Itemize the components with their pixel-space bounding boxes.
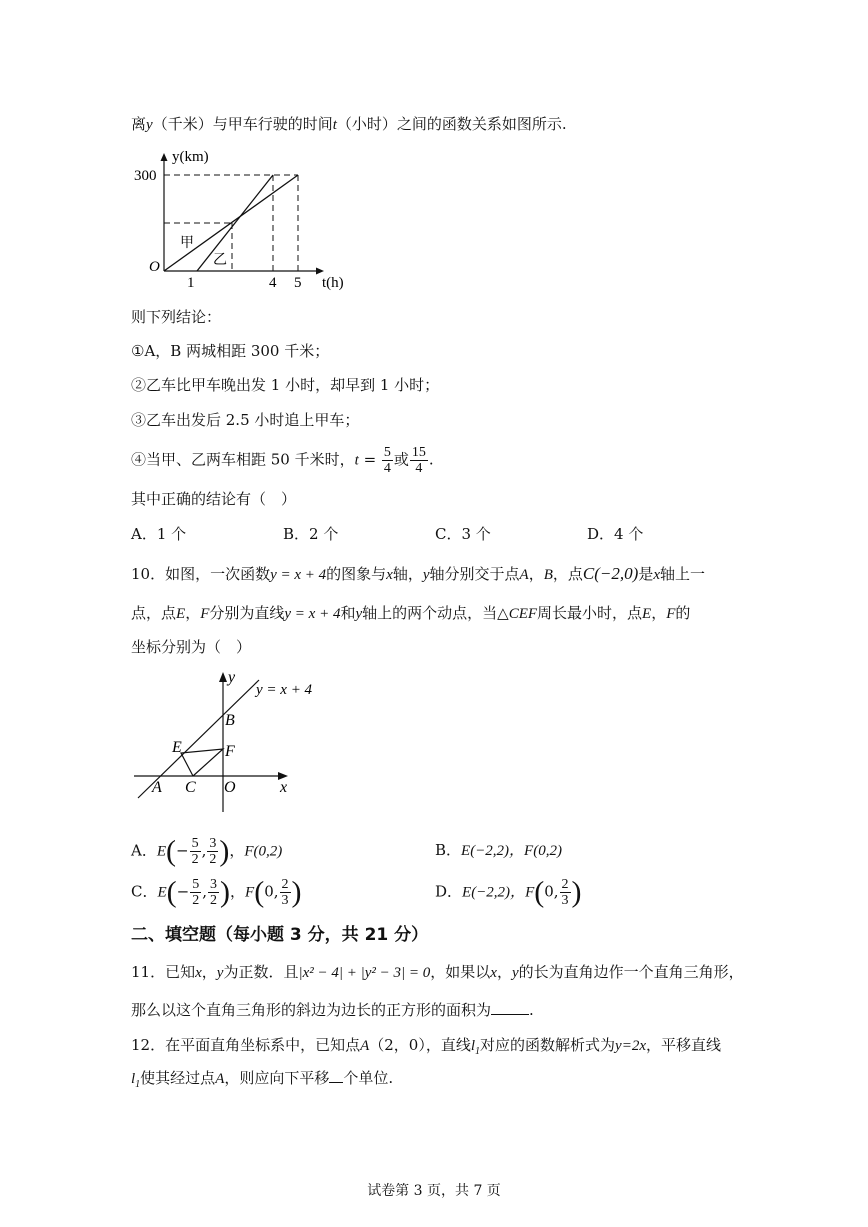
q9-option-a[interactable]: A．1 个 (131, 525, 187, 543)
q12-line-1: 12．在平面直角坐标系中，已知点A（2，0），直线$l_1$对应的函数解析式为y=2x，平移直线 (131, 1036, 721, 1057)
q11-line-1: 11．已知x，y为正数．且|x² − 4| + |y² − 3| = 0，如果以x，y的长为直角边作一个直角三角形， (131, 963, 744, 981)
distance-time-graph (134, 145, 360, 295)
t-axis-label: t(h) (322, 275, 344, 291)
var-t: t (354, 452, 359, 469)
q9-option-c[interactable]: C．3 个 (435, 525, 491, 543)
intro-text: （小时）之间的函数关系如图所示. (336, 115, 567, 133)
origin-label: O (149, 259, 160, 275)
q10-line-2: 点，点E，F分别为直线y = x + 4和y轴上的两个动点，当△CEF周长最小时，点E，F的 (131, 604, 691, 622)
c4-text: ④当甲、乙两车相距 50 千米时， (131, 450, 355, 469)
q10-line-1: 10．如图，一次函数y = x + 4的图象与x轴，y轴分别交于点A，B，点C(−2,0)是x轴上一 (131, 564, 706, 583)
origin-label: O (224, 779, 236, 796)
equation-label: y = x + 4 (256, 682, 313, 698)
answer-blank[interactable] (491, 1000, 529, 1015)
t-tick-4: 4 (269, 275, 277, 291)
point-e-label: E (172, 739, 182, 756)
t-tick-5: 5 (294, 275, 302, 291)
q9-conclusion-2: ②乙车比甲车晚出发 1 小时，却早到 1 小时； (131, 376, 440, 394)
q9-lead: 则下列结论： (131, 308, 222, 326)
y-tick-300: 300 (134, 168, 157, 184)
label-yi: 乙 (213, 253, 227, 268)
page-footer: 试卷第 3 页，共 7 页 (367, 1183, 501, 1199)
point-a-label: A (152, 779, 162, 796)
equals: = (358, 450, 381, 469)
intro-text: 离 (131, 115, 147, 133)
label-jia: 甲 (180, 236, 194, 251)
q9-option-d[interactable]: D．4 个 (587, 525, 644, 543)
fraction-5-4: $\frac{5}{4}$ (383, 445, 391, 476)
answer-blank[interactable] (329, 1068, 343, 1083)
var-y: y (146, 117, 153, 133)
intro-line (131, 114, 567, 135)
q10-option-c[interactable]: C．E(− $\frac{5}{2}$ , $\frac{3}{2}$ )，F(0, $\frac{2}{3}$ ) (131, 875, 302, 909)
point-c-label: C (185, 779, 196, 796)
y-axis-arrow (161, 153, 168, 161)
q10-option-a[interactable]: A．E(− $\frac{5}{2}$ , $\frac{3}{2}$ )，F(0,2) (131, 834, 283, 868)
y-axis-label: y(km) (172, 149, 209, 165)
intro-text: （千米）与甲车行驶的时间 (152, 115, 333, 133)
q9-question: 其中正确的结论有（ ） (131, 490, 297, 508)
x-label: x (280, 779, 288, 796)
t-tick-1: 1 (187, 275, 195, 291)
q12-line-2: $l_1$使其经过点A，则应向下平移 个单位. (131, 1069, 394, 1090)
or-text: 或 (393, 450, 409, 469)
q10-option-b[interactable]: B．E(−2,2)，F(0,2) (435, 841, 562, 859)
q11-line-2: 那么以这个直角三角形的斜边为边长的正方形的面积为 . (131, 1001, 534, 1019)
t-axis-arrow (316, 268, 324, 275)
section-2-title: 二、填空题（每小题 3 分，共 21 分） (131, 925, 429, 945)
q9-conclusion-3: ③乙车出发后 2.5 小时追上甲车； (131, 411, 360, 429)
q10-line-3: 坐标分别为（ ） (131, 638, 252, 656)
q10-option-d[interactable]: D．E(−2,2)，F(0, $\frac{2}{3}$ ) (435, 875, 582, 909)
q9-conclusion-1: ①A，B 两城相距 300 千米； (131, 342, 330, 360)
point-f-label: F (225, 743, 235, 760)
fraction-15-4: $\frac{15}{4}$ (411, 445, 426, 476)
y-axis-arrow (219, 672, 227, 682)
q9-option-b[interactable]: B．2 个 (283, 525, 339, 543)
q9-conclusion-4: ④当甲、乙两车相距 50 千米时，t = $\frac{5}{4}$ 或 $\frac{15}{4}$ . (131, 445, 434, 476)
linear-function-graph (128, 666, 328, 816)
var-t: t (332, 117, 337, 133)
triangle-cef (181, 749, 223, 776)
y-label: y (228, 669, 236, 686)
point-b-label: B (225, 712, 235, 729)
